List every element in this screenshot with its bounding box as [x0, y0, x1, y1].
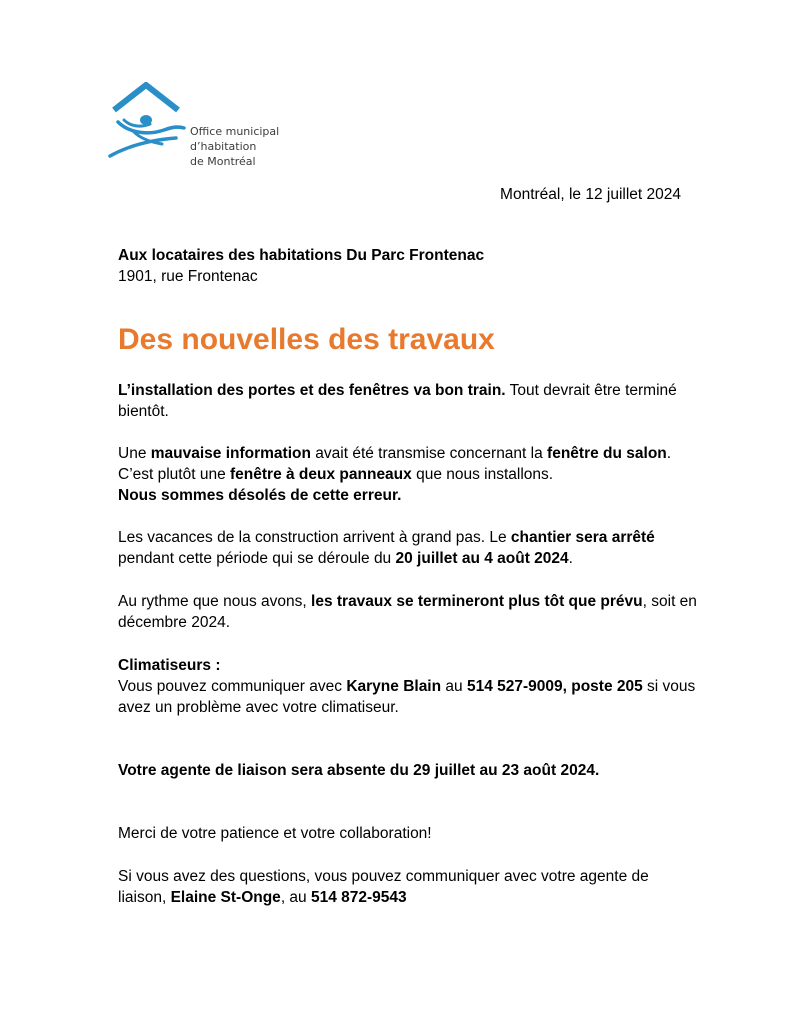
bold-text: 20 juillet au 4 août 2024 [395, 550, 569, 567]
bold-text: fenêtre à deux panneaux [230, 466, 412, 483]
text: pendant cette période qui se déroule du [118, 550, 396, 567]
bold-text: L’installation des portes et des fenêtres va bon train. [118, 382, 506, 399]
logo-line: de Montréal [190, 155, 256, 168]
bold-text: les travaux se termineront plus tôt que prévu [311, 593, 643, 610]
logo-wordmark [190, 124, 279, 169]
omhm-logo [106, 82, 296, 168]
text: que nous installons. [411, 466, 554, 483]
text: Au rythme que nous avons, [118, 593, 312, 610]
bold-text: Elaine St-Onge [170, 889, 281, 906]
bold-text: fenêtre du salon [547, 445, 667, 462]
paragraph-air-conditioners [118, 655, 698, 718]
recipient-address: 1901, rue Frontenac [118, 268, 258, 285]
text: Tout devrait être terminé bientôt. [118, 382, 677, 420]
paragraph-contact [118, 866, 698, 908]
text: Merci de votre patience et votre collaboration! [118, 825, 432, 842]
text: Vous pouvez communiquer avec [118, 678, 347, 695]
paragraph-agent-absence [118, 760, 698, 781]
text: . C’est plutôt une [118, 445, 672, 483]
bold-text: Nous sommes désolés de cette erreur. [118, 487, 402, 504]
page-title: Des nouvelles des travaux [118, 323, 495, 356]
recipient-name: Aux locataires des habitations Du Parc Frontenac [118, 247, 485, 264]
bold-text: 514 527-9009, poste 205 [466, 678, 643, 695]
paragraph-vacation [118, 527, 698, 569]
text: Si vous avez des questions, vous pouvez communiquer avec votre agente de liaison, [118, 868, 649, 906]
section-heading: Climatiseurs : [118, 657, 221, 674]
paragraph-installation [118, 380, 698, 422]
logo-line: Office municipal [190, 125, 280, 138]
paragraph-correction [118, 443, 698, 506]
paragraph-schedule [118, 591, 698, 633]
text: au [441, 678, 467, 695]
bold-text: 514 872-9543 [310, 889, 407, 906]
text: , soit en décembre 2024. [118, 593, 697, 631]
letter-date: Montréal, le 12 juillet 2024 [500, 186, 681, 203]
bold-text: Karyne Blain [346, 678, 442, 695]
text: Les vacances de la construction arrivent à grand pas. Le [118, 529, 511, 546]
text: . [568, 550, 573, 567]
omhm-logo-icon [106, 82, 186, 164]
paragraph-thanks [118, 823, 698, 844]
recipient-block [118, 245, 484, 287]
text: Une [118, 445, 151, 462]
bold-text: chantier sera arrêté [510, 529, 655, 546]
logo-line: d’habitation [190, 140, 257, 153]
bold-text: Votre agente de liaison sera absente du 29 juillet au 23 août 2024. [118, 762, 600, 779]
text: , au [280, 889, 311, 906]
text: si vous avez un problème avec votre climatiseur. [118, 678, 696, 716]
text: avait été transmise concernant la [310, 445, 548, 462]
bold-text: mauvaise information [150, 445, 311, 462]
